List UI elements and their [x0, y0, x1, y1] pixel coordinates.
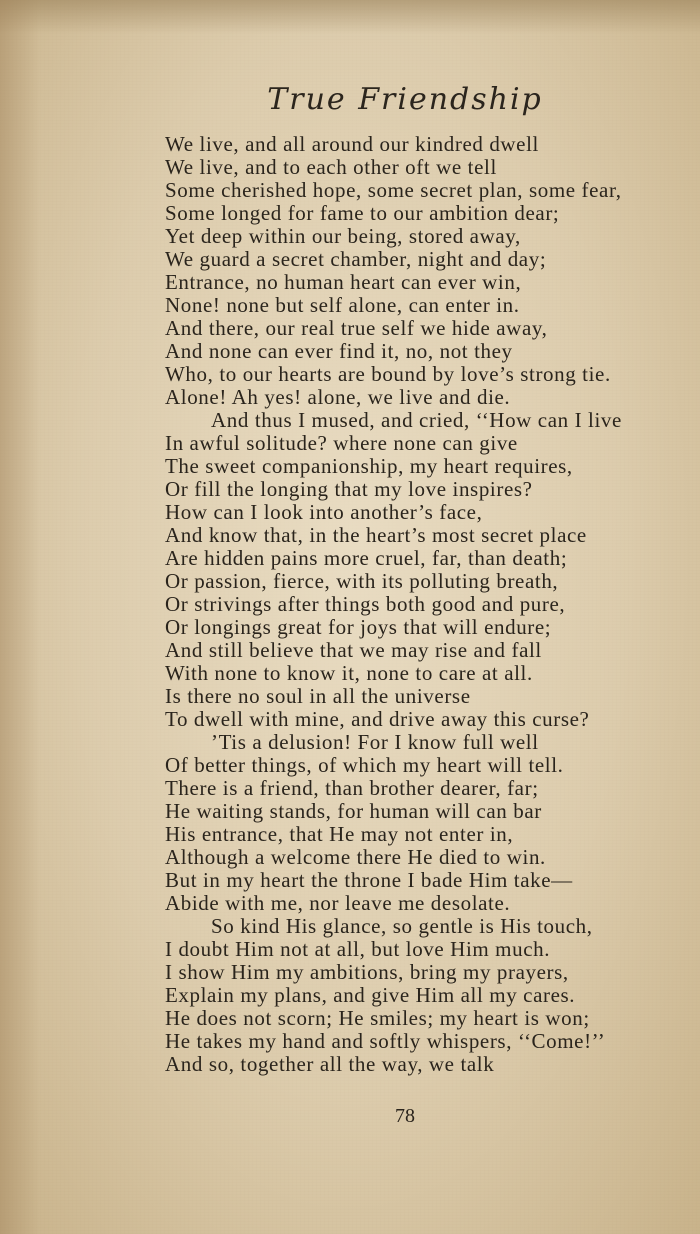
poem-line: Entrance, no human heart can ever win,	[165, 270, 522, 294]
page-number: 78	[395, 1105, 415, 1127]
poem-line: There is a friend, than brother dearer, far;	[165, 776, 539, 800]
poem-line: Some cherished hope, some secret plan, some fear,	[165, 178, 622, 202]
poem-line: He takes my hand and softly whispers, ‘‘Come!’’	[165, 1029, 606, 1053]
poem-line: Abide with me, nor leave me desolate.	[165, 891, 511, 915]
poem-line: To dwell with mine, and drive away this curse?	[165, 707, 590, 731]
poem-line: So kind His glance, so gentle is His touch,	[211, 914, 593, 938]
poem-line: Who, to our hearts are bound by love’s strong tie.	[165, 362, 611, 386]
poem-line: How can I look into another’s face,	[165, 500, 483, 524]
poem-line: In awful solitude? where none can give	[165, 431, 518, 455]
poem-line: And none can ever find it, no, not they	[165, 339, 513, 363]
poem-line: ’Tis a delusion! For I know full well	[211, 730, 539, 754]
poem-line: Of better things, of which my heart will tell.	[165, 753, 564, 777]
poem-line: Or fill the longing that my love inspires?	[165, 477, 533, 501]
poem-line: Explain my plans, and give Him all my cares.	[165, 983, 576, 1007]
poem-line: Is there no soul in all the universe	[165, 684, 471, 708]
poem-line: I show Him my ambitions, bring my prayers,	[165, 960, 569, 984]
poem-line: None! none but self alone, can enter in.	[165, 293, 520, 317]
poem-line: We guard a secret chamber, night and day;	[165, 247, 547, 271]
poem-line: Alone! Ah yes! alone, we live and die.	[165, 385, 511, 409]
poem-line: And so, together all the way, we talk	[165, 1052, 495, 1076]
poem-line: I doubt Him not at all, but love Him much.	[165, 937, 551, 961]
poem-line: The sweet companionship, my heart requires,	[165, 454, 573, 478]
poem-line: Or passion, fierce, with its polluting breath,	[165, 569, 559, 593]
page-edge-shadow-top	[0, 0, 700, 34]
poem-line: We live, and all around our kindred dwell	[165, 132, 539, 156]
poem-line: He does not scorn; He smiles; my heart is won;	[165, 1006, 590, 1030]
poem-line: And still believe that we may rise and fall	[165, 638, 542, 662]
poem-line: And there, our real true self we hide away,	[165, 316, 548, 340]
poem-line: We live, and to each other oft we tell	[165, 155, 497, 179]
poem-line: He waiting stands, for human will can bar	[165, 799, 542, 823]
poem-line: And know that, in the heart’s most secret place	[165, 523, 587, 547]
poem-line: And thus I mused, and cried, ‘‘How can I live	[211, 408, 622, 432]
poem-line: Some longed for fame to our ambition dear;	[165, 201, 560, 225]
poem-body	[165, 133, 695, 1076]
poem-line: Are hidden pains more cruel, far, than death;	[165, 546, 568, 570]
poem-line: Although a welcome there He died to win.	[165, 845, 546, 869]
page-title: True Friendship	[267, 82, 543, 117]
poem-line: With none to know it, none to care at all.	[165, 661, 533, 685]
poem-line: His entrance, that He may not enter in,	[165, 822, 514, 846]
poem-line: But in my heart the throne I bade Him take—	[165, 868, 573, 892]
poem-line: Or strivings after things both good and pure,	[165, 592, 566, 616]
poem-line: Yet deep within our being, stored away,	[165, 224, 521, 248]
poem-line: Or longings great for joys that will endure;	[165, 615, 552, 639]
page-edge-shadow-left	[0, 0, 40, 1234]
